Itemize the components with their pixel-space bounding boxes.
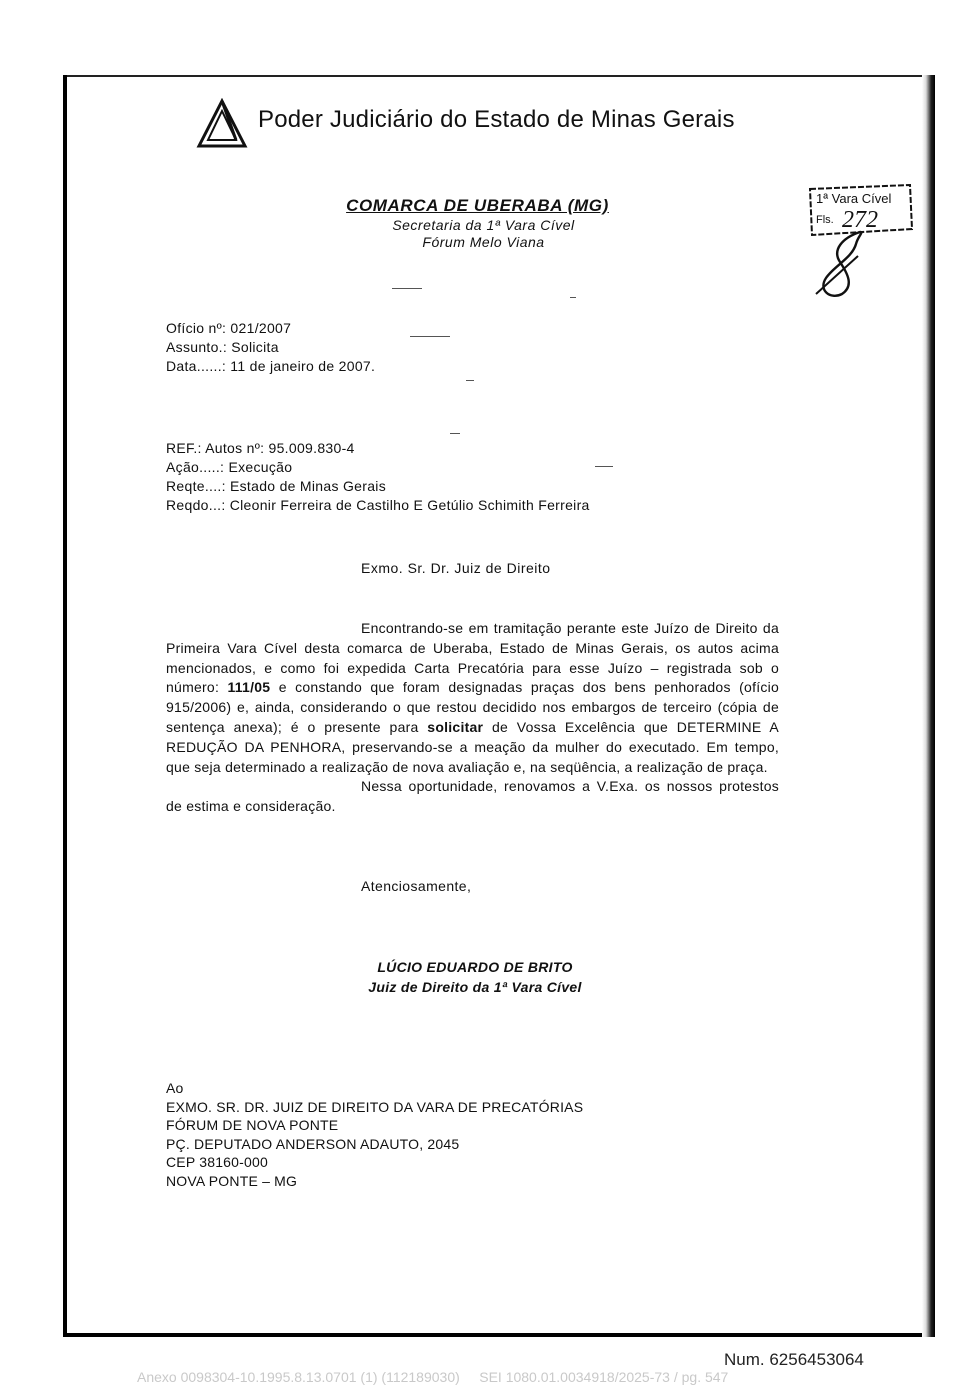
scan-border-top (63, 75, 935, 77)
comarca-title: COMARCA DE UBERABA (MG) (346, 196, 609, 215)
address-line-3: PÇ. DEPUTADO ANDERSON ADAUTO, 2045 (166, 1135, 460, 1152)
solicitar-word: solicitar (427, 718, 484, 735)
body-p1-part-b: e constando que foram designadas praças dos bens penhorados (ofício 915/2006) e, ainda, considerando o que restou decidido nos embargos de terceiro (cópia de sentença anexa); é o presente para (166, 679, 779, 735)
signer-title: Juiz de Direito da 1ª Vara Cível (368, 979, 582, 995)
recipient-address (166, 1079, 583, 1190)
ref-reqdo: Reqdo...: Cleonir Ferreira de Castilho E Getúlio Schimith Ferreira (166, 497, 590, 513)
ref-reqte: Reqte....: Estado de Minas Gerais (166, 478, 387, 494)
carta-number: 111/05 (227, 679, 271, 696)
address-line-4: CEP 38160-000 (166, 1154, 268, 1170)
stamp-folio-number: 272 (842, 207, 878, 233)
address-line-1: EXMO. SR. DR. JUIZ DE DIREITO DA VARA DE PRECATÓRIAS (166, 1098, 584, 1115)
body-p1-part-c: de Vossa Excelência que DETERMINE A REDUÇÃO DA PENHORA, preservando-se a meação da mulher do executado. Em tempo, que seja determinado a realização de nova avaliação e, na seqüência, a realização de praça. (166, 718, 779, 775)
oficio-data: Data......: 11 de janeiro de 2007. (166, 358, 376, 374)
address-ao: Ao (166, 1080, 184, 1096)
forum-line: Fórum Melo Viana (422, 234, 545, 250)
oficio-block (166, 319, 375, 376)
body-p1-part-a: Encontrando-se em tramitação perante este Juízo de Direito da Primeira Vara Cível desta comarca de Uberaba, Estado de Minas Gerais, os autos acima mencionados, e como foi expedida Carta Precatória para esse Juízo – registrada sob o número: (166, 620, 779, 696)
document-number: Num. 6256453064 (724, 1350, 864, 1369)
signer-name: LÚCIO EDUARDO DE BRITO (377, 959, 573, 975)
closing: Atenciosamente, (361, 878, 472, 894)
oficio-assunto: Assunto.: Solicita (166, 339, 279, 355)
secretaria-line: Secretaria da 1ª Vara Cível (392, 217, 575, 233)
scan-speck (570, 297, 576, 298)
scan-border-left (63, 75, 67, 1337)
address-line-2: FÓRUM DE NOVA PONTE (166, 1117, 339, 1133)
scan-speck (466, 380, 474, 381)
scan-speck (450, 433, 460, 434)
scan-speck (410, 336, 450, 337)
court-name: Poder Judiciário do Estado de Minas Gerais (258, 106, 735, 133)
judiciary-triangle-logo (196, 98, 248, 150)
salutation: Exmo. Sr. Dr. Juiz de Direito (361, 560, 551, 576)
footer-reference (137, 1369, 728, 1385)
scan-border-bottom (63, 1333, 935, 1337)
ref-autos: REF.: Autos nº: 95.009.830-4 (166, 440, 355, 456)
address-line-5: NOVA PONTE – MG (166, 1172, 298, 1189)
letter-body (166, 619, 779, 817)
ref-acao: Ação.....: Execução (166, 459, 293, 475)
stamp-fls-label: Fls. (816, 214, 834, 226)
body-paragraph-1 (166, 619, 779, 777)
footer-anexo: Anexo 0098304-10.1995.8.13.0701 (1) (112189030) (137, 1369, 460, 1385)
oficio-numero: Ofício nº: 021/2007 (166, 320, 292, 336)
scan-speck (595, 466, 613, 467)
footer-sei: SEI 1080.01.0034918/2025-73 / pg. 547 (479, 1369, 729, 1385)
scan-speck (392, 288, 422, 289)
handwritten-mark (812, 228, 882, 300)
handwritten-mark-text: 8 (852, 278, 853, 279)
scan-edge-right (922, 75, 935, 1337)
reference-block (166, 439, 590, 515)
body-paragraph-2: Nessa oportunidade, renovamos a V.Exa. os nossos protestos de estima e consideração. (166, 778, 779, 815)
signature-block (340, 957, 610, 997)
stamp-vara-text: 1ª Vara Cível (816, 191, 892, 206)
